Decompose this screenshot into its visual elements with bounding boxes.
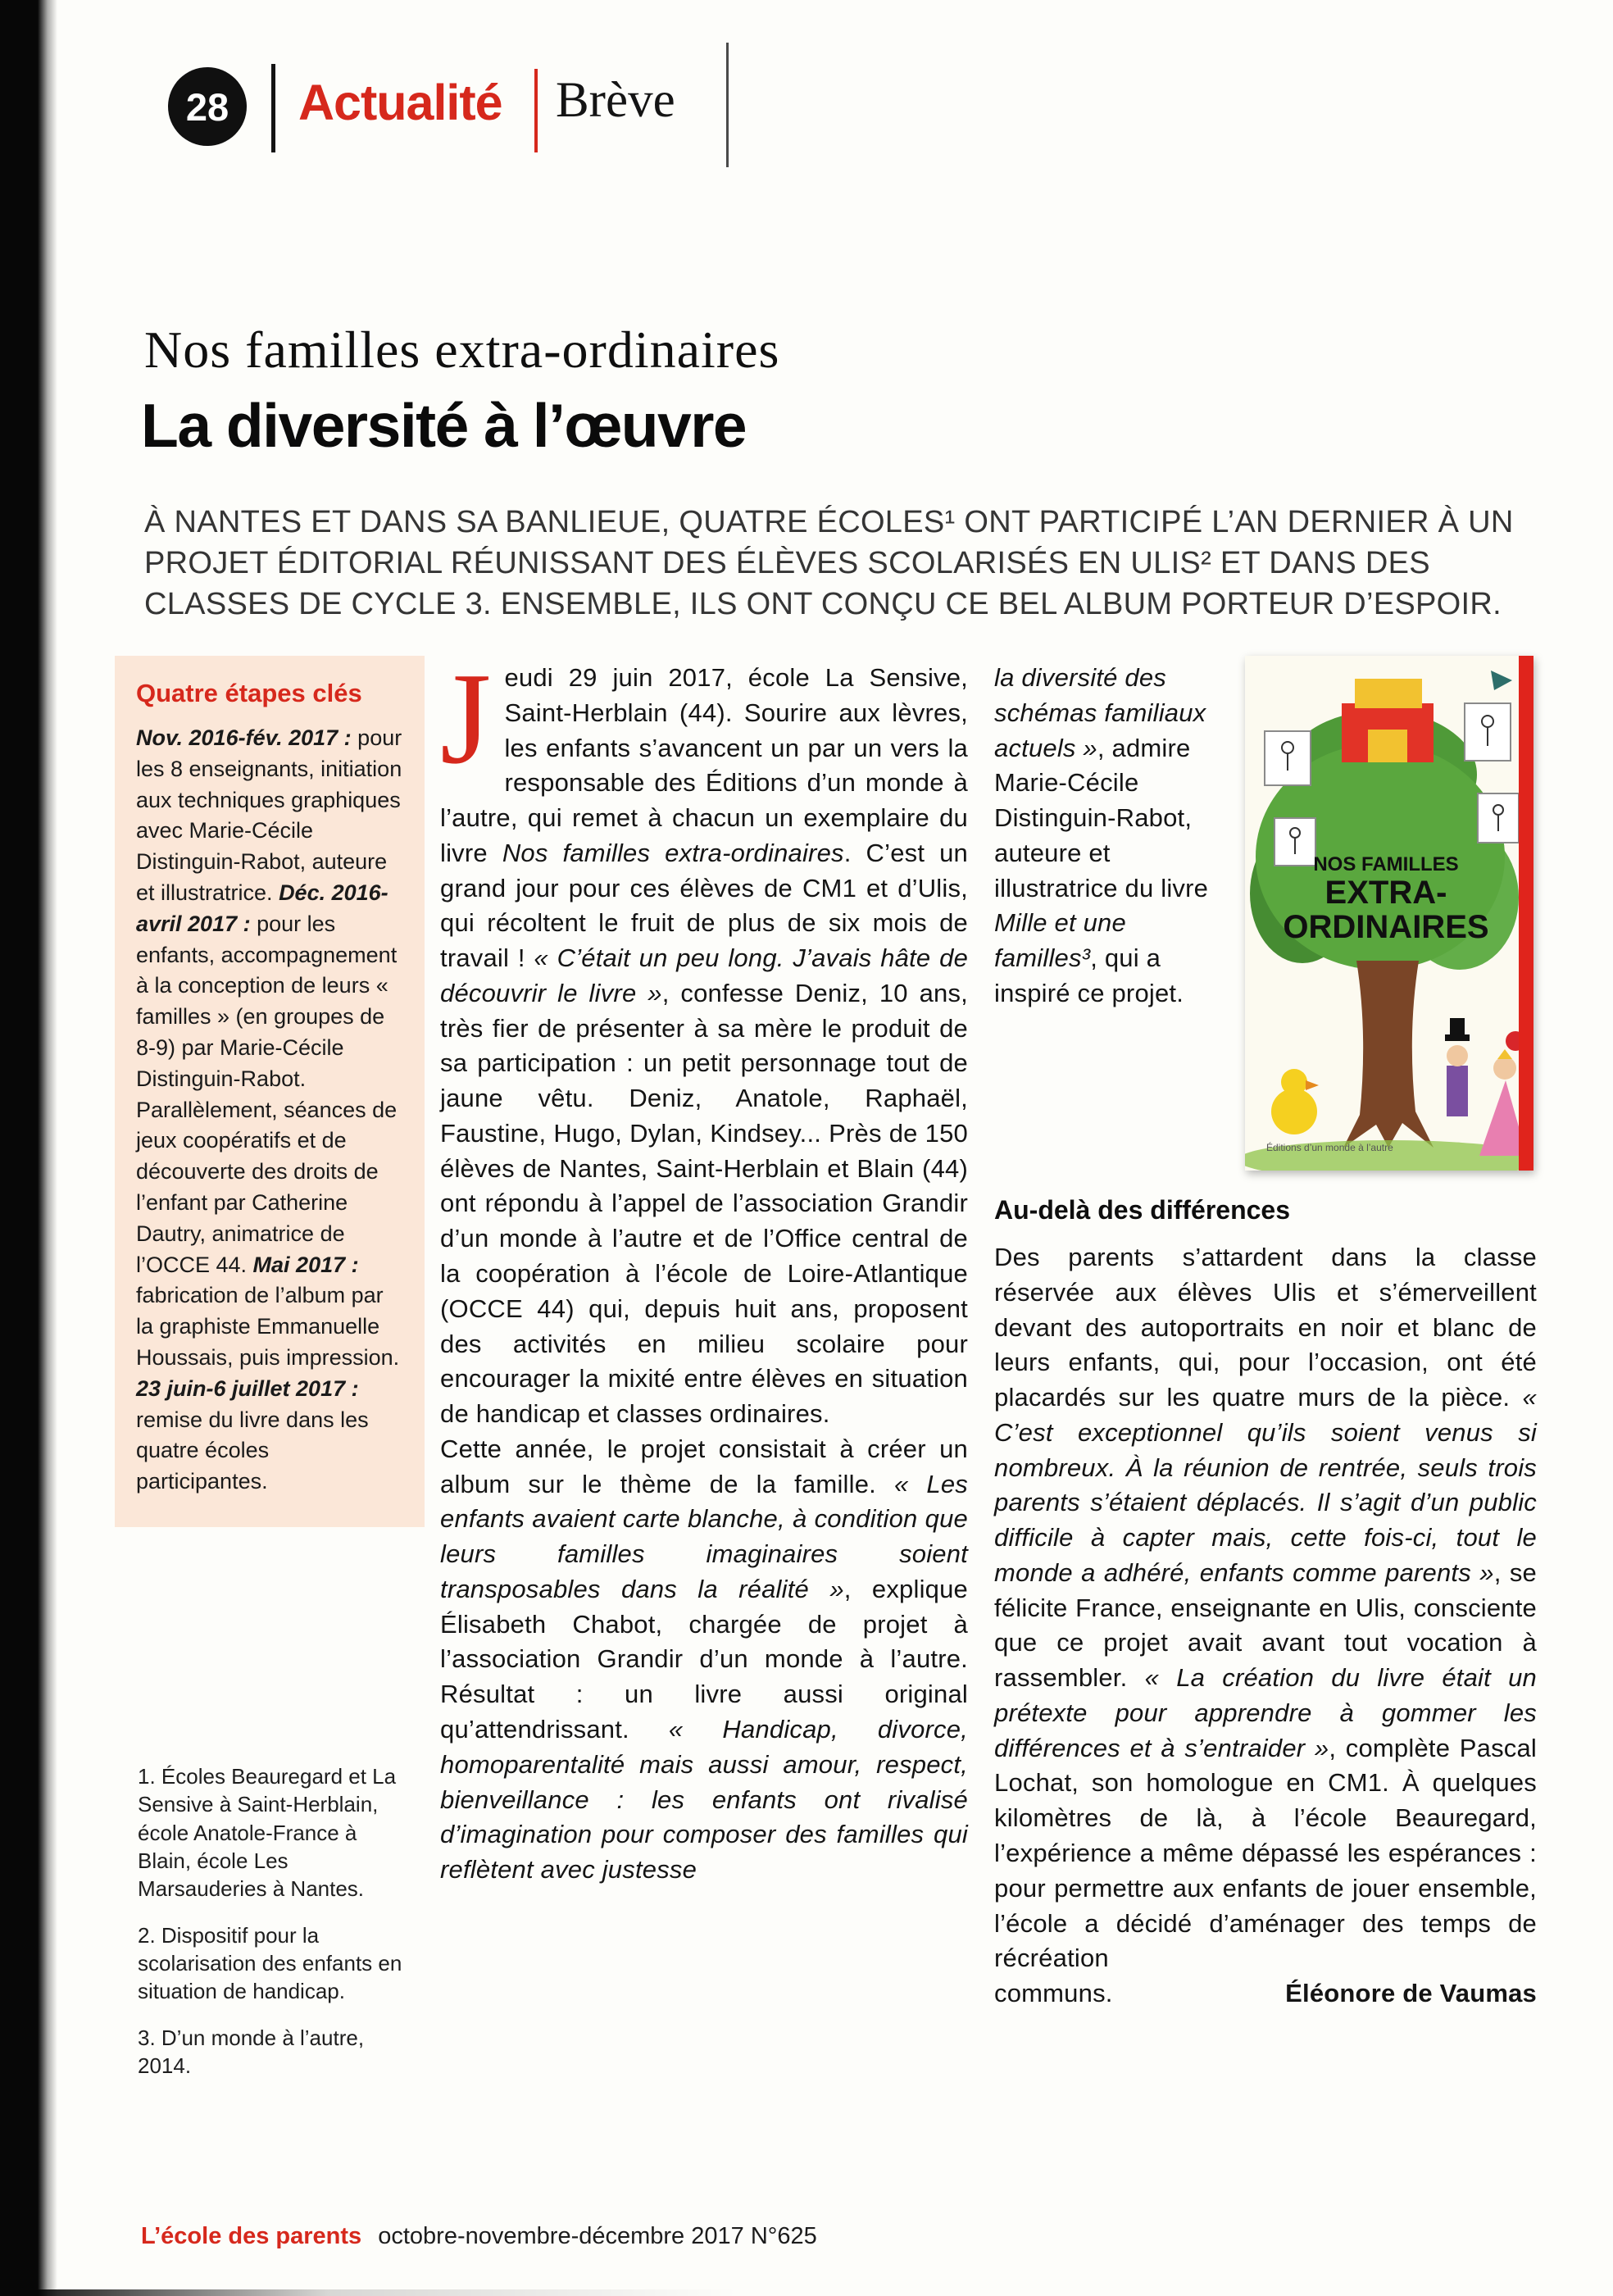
standfirst: À NANTES ET DANS SA BANLIEUE, QUATRE ÉCOLES¹ ONT PARTICIPÉ L’AN DERNIER À UN PROJET ÉDITORIAL RÉUNISSANT DES ÉLÈVES SCOLARISÉS EN ULIS² ET DANS DES CLASSES DE CYCLE 3. ENSEMBLE, ILS ONT CONÇU CE BEL ALBUM PORTEUR D’ESPOIR.: [144, 505, 1514, 622]
header-divider: [271, 64, 275, 152]
sidebar-box: [115, 656, 425, 1527]
section-label: Actualité: [298, 75, 502, 130]
paragraph-text: eudi 29 juin 2017, école La Sensive, Saint-Herblain (44). Sourire aux lèvres, les enfants s’avancent un par un vers la responsable des Éditions d’un monde à l’autre, qui remet à chacun un exemplaire du livre Nos familles extra-ordinaires. C’est un grand jour pour ces élèves de CM1 et d’Ulis, qui récoltent le fruit de plus de six mois de travail ! « C’était un peu long. J’avais hâte de découvrir le livre », confesse Deniz, 10 ans, très fier de présenter à sa mère le produit de sa participation : un petit personnage tout de jaune vêtu. Deniz, Anatole, Raphaël, Faustine, Hugo, Dylan, Kindsey... Près de 150 élèves de Nantes, Saint-Herblain et Blain (44) ont répondu à l’appel de l’association Grandir d’un monde à l’autre et de l’Office central de la coopération à l’école de Loire-Atlantique (OCCE 44) qui, depuis huit ans, proposent des activités en milieu scolaire pour encourager la mixité entre élèves en situation de handicap et classes ordinaires.: [440, 663, 969, 1429]
intro-continuation-text: la diversité des schémas familiaux actuels », admire Marie-Cécile Distinguin-Rabot, auteure et illustratrice du livre Mille et une familles³, qui a inspiré ce projet.: [994, 663, 1209, 1007]
drop-cap: J: [440, 645, 492, 791]
header-divider-red: [534, 69, 538, 152]
cover-red-strip: [1519, 656, 1533, 1171]
sidebar-body: Nov. 2016-fév. 2017 : pour les 8 enseignants, initiation aux techniques graphiques avec Marie-Cécile Distinguin-Rabot, auteure et illustratrice. Déc. 2016-avril 2017 : pour les enfants, accompagnement à la conception de leurs « familles » (en groupes de 8-9) par Marie-Cécile Distinguin-Rabot. Parallèlement, séances de jeux coopératifs et de découverte des droits de l’enfant par Catherine Dautry, animatrice de l’OCCE 44. Mai 2017 : fabrication de l’album par la graphiste Emmanuelle Houssais, puis impression. 23 juin-6 juillet 2017 : remise du livre dans les quatre écoles participantes.: [136, 725, 402, 1494]
article-body-column: [440, 645, 969, 1888]
page-footer: [141, 2223, 817, 2250]
footnote-item: 1. Écoles Beauregard et La Sensive à Saint-Herblain, école Anatole-France à Blain, école Les Marsauderies à Nantes.: [138, 1764, 397, 1902]
page-number: 28: [185, 84, 229, 129]
scan-edge-left: [0, 0, 57, 2296]
article-title: La diversité à l’œuvre: [141, 391, 747, 460]
footnote-item: 2. Dispositif pour la scolarisation des enfants en situation de handicap.: [138, 1922, 402, 2004]
paragraph-text: Cette année, le projet consistait à créer un album sur le thème de la famille. « Les enfants avaient carte blanche, à condition que leurs familles imaginaires soient transposables dans la réalité », explique Élisabeth Chabot, chargée de projet à l’association Grandir d’un monde à l’autre. Résultat : un livre aussi original qu’attendrissant. « Handicap, divorce, homoparentalité mais aussi amour, respect, bienveillance : les enfants ont rivalisé d’imagination pour composer des familles qui reflètent avec justesse: [440, 1434, 968, 1885]
page-number-badge: [168, 67, 247, 146]
sidebar-title: Quatre étapes clés: [136, 679, 362, 707]
body-paragraph: [440, 1432, 968, 1888]
right-column: [994, 656, 1537, 2012]
footnotes: [138, 1762, 408, 2098]
section-heading: Au-delà des différences: [994, 1195, 1290, 1225]
scan-edge-bottom: [0, 2289, 1613, 2296]
issue-info: octobre-novembre-décembre 2017 N°625: [378, 2223, 817, 2249]
body-paragraph: [440, 645, 969, 1432]
kicker-title: Nos familles extra-ordinaires: [144, 321, 780, 379]
cover-title-line1: NOS FAMILLES: [1313, 853, 1459, 875]
paragraph-last-word: communs.: [994, 1979, 1113, 2008]
magazine-name: L’école des parents: [141, 2223, 362, 2249]
cover-title-line2: EXTRA-: [1324, 875, 1447, 911]
castle-yellow-shape: [1355, 679, 1422, 708]
book-cover-illustration: [1245, 656, 1533, 1171]
book-cover-image: [1245, 656, 1533, 1171]
footnote-item: 3. D’un monde à l’autre, 2014.: [138, 2025, 365, 2078]
cover-title-line3: ORDINAIRES: [1283, 909, 1489, 945]
cover-publisher: Éditions d’un monde à l’autre: [1266, 1142, 1393, 1153]
body-paragraph: Des parents s’attardent dans la classe réservée aux élèves Ulis et s’émerveillent devant des autoportraits en noir et blanc de leurs enfants, qui, pour l’occasion, ont été placardés sur les quatre murs de la pièce. « C’est exceptionnel qu’ils soient venus si nombreux. À la réunion de rentrée, seuls trois parents s’étaient déplacés. Il s’agit d’un public difficile à capter mais, cette fois-ci, tout le monde a adhéré, enfants comme parents », se félicite France, enseignante en Ulis, consciente que ce projet avait avant tout vocation à rassembler. « La création du livre était un prétexte pour apprendre à gommer les différences et à s’entraider », complète Pascal Lochat, son homologue en CM1. À quelques kilomètres de là, à l’école Beauregard, l’expérience a même dépassé les espérances : pour permettre aux enfants de jouer ensemble, l’école a décidé d’aménager des temps de récréation: [994, 1243, 1537, 1973]
header-divider-tall: [726, 43, 729, 167]
author-byline: Éléonore de Vaumas: [1285, 1979, 1537, 2008]
subsection-label: Brève: [556, 73, 675, 128]
